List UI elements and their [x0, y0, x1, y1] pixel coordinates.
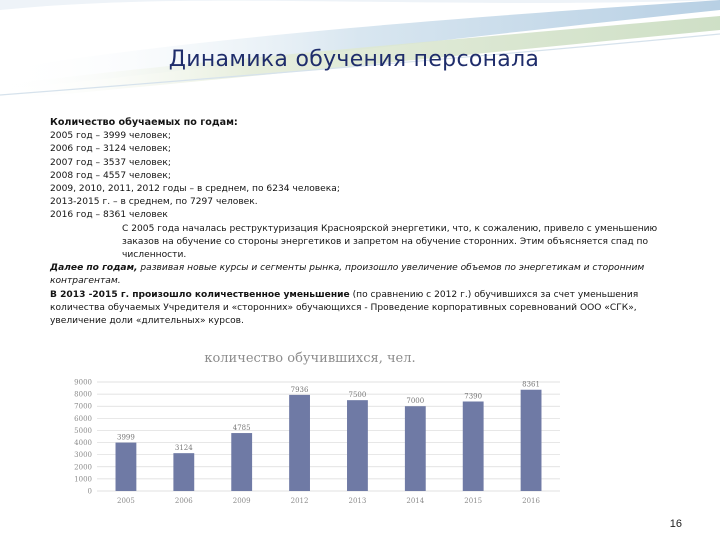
- bar-2005: [116, 443, 137, 491]
- y-tick-label: 9000: [74, 378, 92, 387]
- paragraph-decrease: [50, 289, 682, 329]
- y-tick-label: 4000: [74, 439, 92, 448]
- x-tick-label: 2005: [117, 497, 135, 505]
- list-item: 2016 год – 8361 человек: [50, 210, 168, 221]
- bar-2009: [231, 433, 252, 491]
- list-item: 2005 год – 3999 человек;: [50, 131, 171, 142]
- body-text: [50, 116, 682, 328]
- bar-2013: [347, 400, 368, 491]
- list-item: 2006 год – 3124 человек;: [50, 144, 171, 155]
- decrease-text: (по сравнению с 2012 г.) обучившихся за счет уменьшения количества обучаемых Учредителя и «сторонних» обучающихся - Проведение корпоративных соревнований ООО «СГК», увеличение доли «длительных» курсов.: [50, 289, 639, 327]
- data-label: 7390: [464, 392, 483, 401]
- x-tick-label: 2009: [232, 497, 251, 505]
- data-label: 3999: [117, 433, 135, 442]
- x-tick-label: 2006: [174, 497, 193, 505]
- list-item: 2007 год – 3537 человек;: [50, 157, 171, 168]
- x-tick-label: 2013: [348, 497, 367, 505]
- growth-lead: Далее по годам,: [50, 263, 138, 274]
- y-tick-label: 0: [87, 487, 92, 496]
- y-tick-label: 3000: [74, 451, 92, 460]
- growth-text: развивая новые курсы и сегменты рынка, произошло увеличение объемов по энергетикам и сторонним контрагентам.: [50, 263, 645, 287]
- data-label: 3124: [174, 444, 193, 453]
- data-label: 8361: [522, 380, 540, 389]
- x-tick-label: 2015: [464, 497, 483, 505]
- list-heading: Количество обучаемых по годам:: [50, 117, 238, 128]
- list-item: 2013-2015 г. – в среднем, по 7297 человек.: [50, 197, 258, 208]
- data-label: 7000: [406, 397, 425, 406]
- list-item: 2009, 2010, 2011, 2012 годы – в среднем, по 6234 человека;: [50, 184, 340, 195]
- slide-title: Динамика обучения персонала: [168, 47, 540, 72]
- bar-2012: [289, 395, 310, 491]
- y-tick-label: 7000: [74, 402, 92, 411]
- list-item: 2008 год – 4557 человек;: [50, 170, 171, 181]
- bar-2016: [521, 390, 542, 491]
- paragraph-restructuring: С 2005 года началась реструктуризация Красноярской энергетики, что, к сожалению, привело с уменьшению заказов на обучение со стороны энергетиков и запретом на обучение сторонних. Этим объясняется спад по численности.: [122, 223, 658, 261]
- data-label: 7936: [290, 385, 309, 394]
- x-tick-label: 2016: [522, 497, 540, 505]
- paragraph-growth: [50, 262, 682, 288]
- y-tick-label: 2000: [74, 463, 92, 472]
- decrease-lead: В 2013 -2015 г. произошло количественное уменьшение: [50, 289, 350, 300]
- data-label: 7500: [348, 391, 367, 400]
- x-tick-label: 2012: [290, 497, 309, 505]
- page-number: 16: [669, 518, 682, 530]
- x-tick-label: 2014: [406, 497, 425, 505]
- y-tick-label: 8000: [74, 390, 92, 399]
- bar-2014: [405, 406, 426, 491]
- y-tick-label: 6000: [74, 414, 92, 423]
- chart-title: количество обучившихся, чел.: [204, 351, 416, 366]
- y-tick-label: 5000: [74, 426, 92, 435]
- data-label: 4785: [232, 424, 251, 433]
- bar-2015: [463, 401, 484, 491]
- bar-chart: [40, 345, 580, 515]
- bar-2006: [173, 453, 194, 491]
- y-tick-label: 1000: [74, 475, 92, 484]
